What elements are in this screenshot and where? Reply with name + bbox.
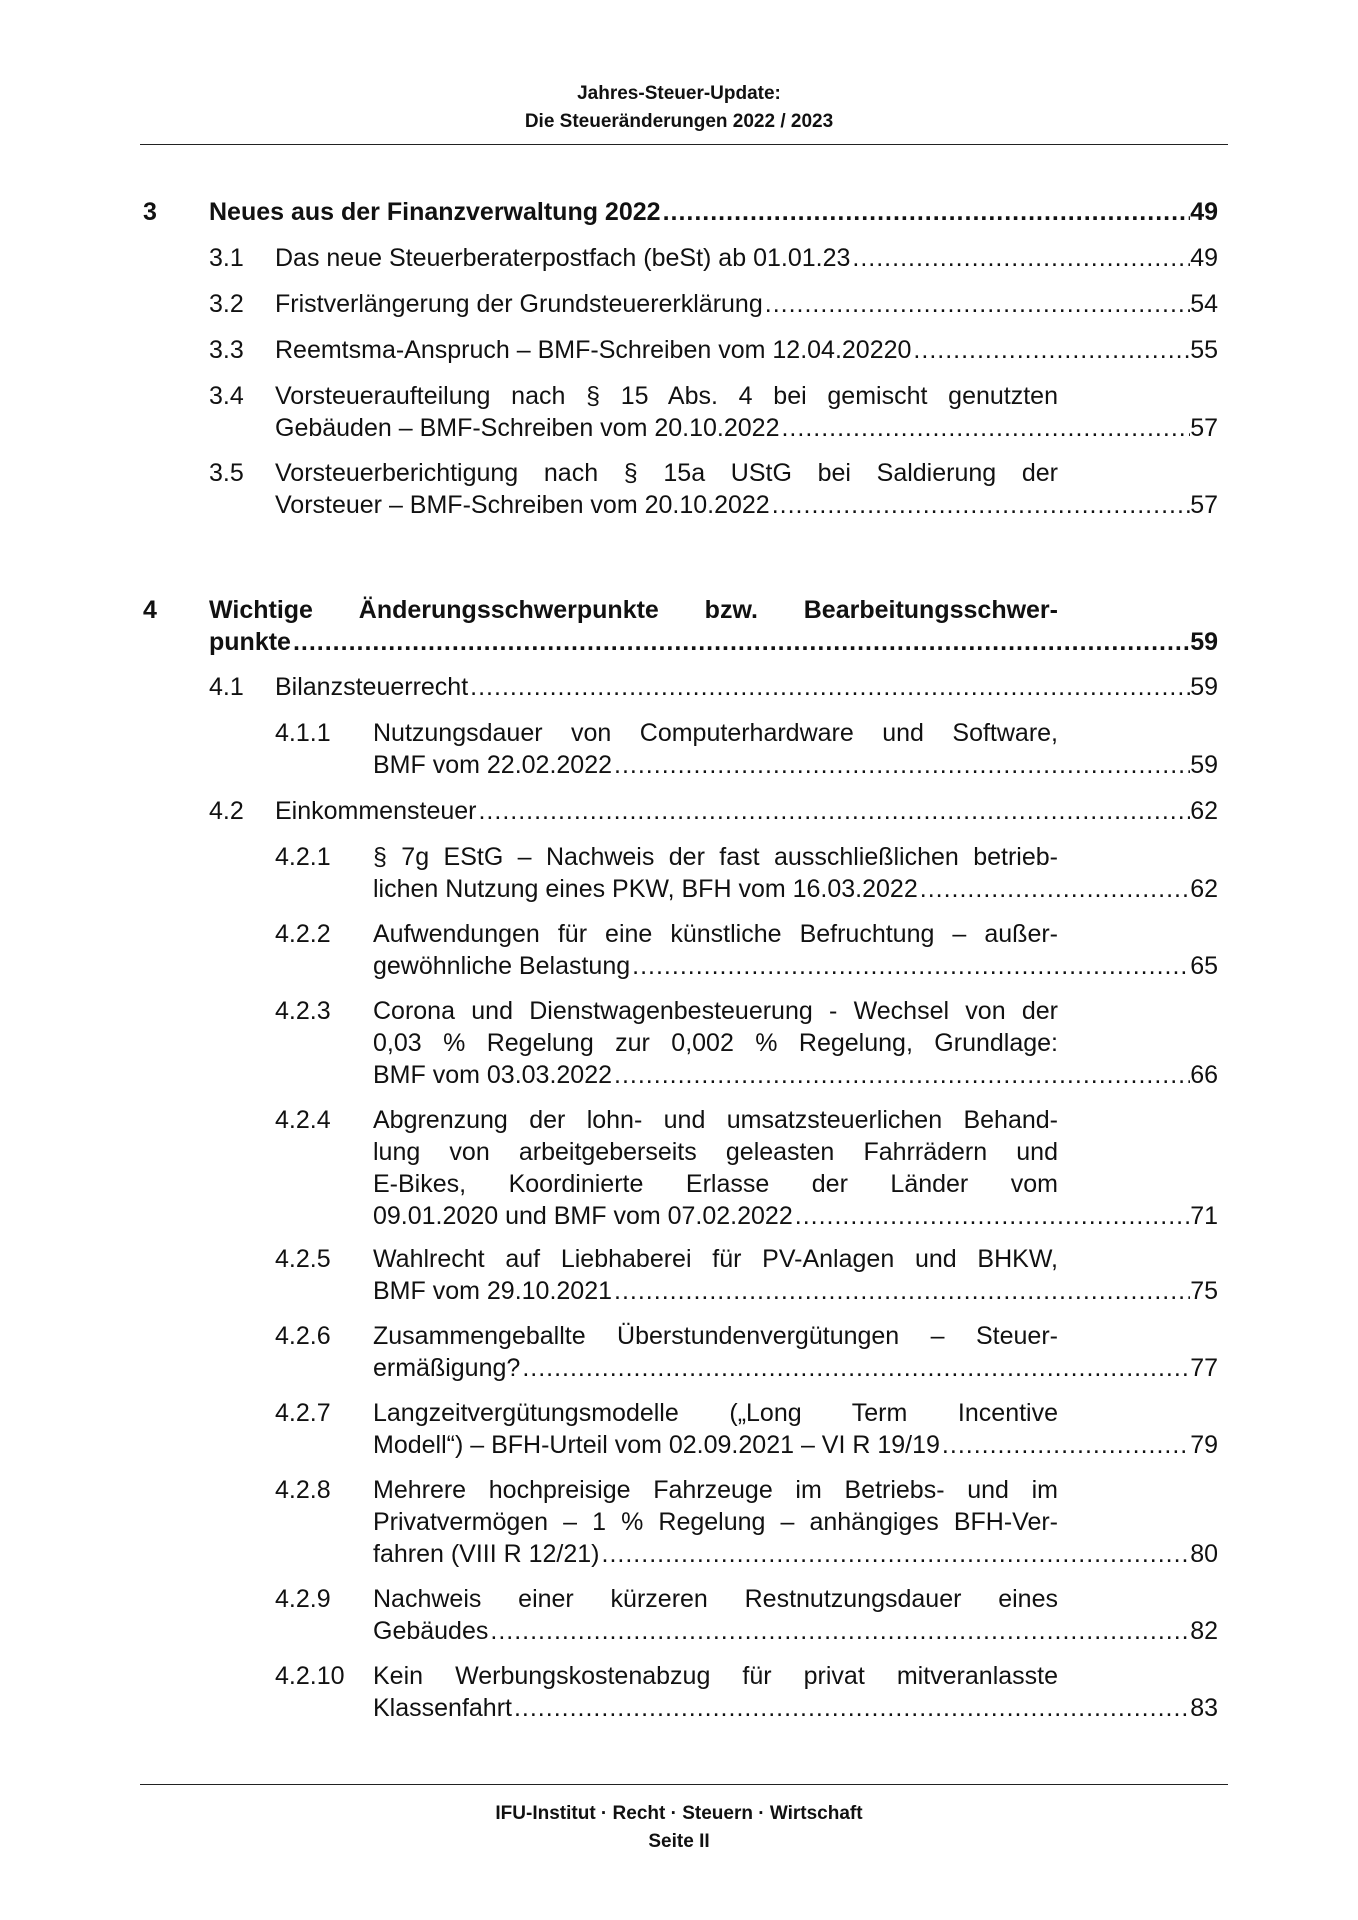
toc-entry-title: 09.01.2020 und BMF vom 07.02.2022 [373,1202,793,1230]
toc-entry-title-line: 0,03 % Regelung zur 0,002 % Regelung, Grundlage: [373,1029,1058,1057]
toc-entry-title-line: Langzeitvergütungsmodelle („Long Term Incentive [373,1399,1058,1427]
header-title: Jahres-Steuer-Update: [577,83,781,104]
toc-entry-title-line: E-Bikes, Koordinierte Erlasse der Länder vom [373,1170,1058,1198]
toc-page-number: 71 [1190,1202,1218,1230]
toc-page-number: 49 [1190,198,1218,226]
toc-entry-number: 4.2.2 [275,920,331,948]
toc-entry-number: 3 [143,198,157,226]
toc-dot-leader [520,1352,1190,1384]
toc-page-number: 59 [1190,673,1218,701]
toc-entry-title: BMF vom 22.02.2022 [373,751,613,779]
toc-dot-leader [612,1059,1190,1091]
footer-institute: IFU-Institut · Recht · Steuern · Wirtschaft [495,1803,863,1824]
toc-page-number: 75 [1190,1277,1218,1305]
footer-page-number: Seite II [648,1831,710,1852]
toc-dot-leader [612,1275,1190,1307]
toc-entry-title-line: § 7g EStG – Nachweis der fast ausschließlichen betrieb- [373,843,1058,871]
toc-dot-leader [793,1200,1190,1232]
toc-entry-number: 4.2.7 [275,1399,331,1427]
toc-entry-title-line: Wahlrecht auf Liebhaberei für PV-Anlagen und BHKW, [373,1245,1058,1273]
toc-dot-leader [291,626,1190,658]
toc-entry-title-line: Corona und Dienstwagenbesteuerung - Wechsel von der [373,997,1058,1025]
toc-dot-leader [911,334,1190,366]
toc-dot-leader [468,671,1190,703]
header-subtitle: Die Steueränderungen 2022 / 2023 [524,111,834,132]
toc-page-number: 54 [1190,290,1218,318]
toc-page-number: 65 [1190,952,1218,980]
toc-entry-title-line: Vorsteueraufteilung nach § 15 Abs. 4 bei gemischt genutzten [275,382,1058,410]
toc-entry-title: Neues aus der Finanzverwaltung 2022 [209,198,661,226]
toc-entry-number: 4 [143,596,157,624]
toc-entry-title: Einkommensteuer [275,797,477,825]
toc-entry-title: Vorsteuer – BMF-Schreiben vom 20.10.2022 [275,491,770,519]
toc-entry-number: 3.4 [209,382,244,410]
toc-entry-number: 4.2.3 [275,997,331,1025]
toc-entry-title-line: Privatvermögen – 1 % Regelung – anhängiges BFH-Ver- [373,1508,1058,1536]
toc-entry-title: ermäßigung? [373,1354,521,1382]
toc-dot-leader [512,1692,1190,1724]
toc-entry-title-line: lung von arbeitgeberseits geleasten Fahrrädern und [373,1138,1058,1166]
toc-entry-title: fahren (VIII R 12/21) [373,1540,600,1568]
toc-entry-title-line: Nutzungsdauer von Computerhardware und Software, [373,719,1058,747]
toc-dot-leader [850,242,1190,274]
toc-entry-number: 4.2.9 [275,1585,331,1613]
toc-entry-title: BMF vom 03.03.2022 [373,1061,613,1089]
toc-entry-number: 4.2 [209,797,244,825]
toc-entry-title: punkte [209,628,291,656]
toc-page-number: 77 [1190,1354,1218,1382]
toc-entry-title: Fristverlängerung der Grundsteuererklärung [275,290,763,318]
toc-entry-title-line: Vorsteuerberichtigung nach § 15a UStG bei Saldierung der [275,459,1058,487]
toc-dot-leader [940,1429,1190,1461]
toc-dot-leader [476,795,1190,827]
toc-entry-title: BMF vom 29.10.2021 [373,1277,613,1305]
toc-entry-title-line: Kein Werbungskostenabzug für privat mitveranlasste [373,1662,1058,1690]
toc-page-number: 57 [1190,414,1218,442]
toc-entry-title-line: Wichtige Änderungsschwerpunkte bzw. Bearbeitungsschwer- [209,596,1058,624]
toc-dot-leader [612,749,1190,781]
toc-dot-leader [661,196,1191,228]
toc-page-number: 66 [1190,1061,1218,1089]
toc-dot-leader [600,1538,1191,1570]
toc-entry-title: Gebäudes [373,1617,489,1645]
toc-dot-leader [630,950,1190,982]
toc-entry-number: 4.2.6 [275,1322,331,1350]
toc-page-number: 57 [1190,491,1218,519]
toc-entry-title-line: Abgrenzung der lohn- und umsatzsteuerlichen Behand- [373,1106,1058,1134]
toc-entry-title-line: Mehrere hochpreisige Fahrzeuge im Betriebs- und im [373,1476,1058,1504]
toc-dot-leader [779,412,1190,444]
toc-entry-title: lichen Nutzung eines PKW, BFH vom 16.03.2022 [373,875,918,903]
toc-entry-number: 4.2.4 [275,1106,331,1134]
toc-page-number: 80 [1190,1540,1218,1568]
toc-page-number: 49 [1190,244,1218,272]
toc-entry-title: Reemtsma-Anspruch – BMF-Schreiben vom 12.04.20220 [275,336,912,364]
toc-dot-leader [763,288,1190,320]
toc-entry-number: 4.1.1 [275,719,331,747]
toc-entry-title: Modell“) – BFH-Urteil vom 02.09.2021 – VI R 19/19 [373,1431,940,1459]
toc-page-number: 59 [1190,628,1218,656]
footer-rule [140,1784,1228,1785]
toc-dot-leader [488,1615,1190,1647]
toc-page-number: 79 [1190,1431,1218,1459]
toc-entry-title: Bilanzsteuerrecht [275,673,469,701]
toc-page-number: 62 [1190,797,1218,825]
toc-entry-number: 4.2.10 [275,1662,345,1690]
toc-dot-leader [770,489,1190,521]
toc-entry-number: 4.2.1 [275,843,331,871]
toc-entry-title-line: Nachweis einer kürzeren Restnutzungsdauer eines [373,1585,1058,1613]
toc-entry-number: 3.3 [209,336,244,364]
page-footer [0,1800,1358,1856]
toc-dot-leader [918,873,1190,905]
toc-entry-number: 4.1 [209,673,244,701]
toc-entry-title: Gebäuden – BMF-Schreiben vom 20.10.2022 [275,414,780,442]
toc-page-number: 55 [1190,336,1218,364]
toc-entry-number: 4.2.5 [275,1245,331,1273]
toc-entry-title-line: Zusammengeballte Überstundenvergütungen – Steuer- [373,1322,1058,1350]
toc-entry-title: Das neue Steuerberaterpostfach (beSt) ab 01.01.23 [275,244,851,272]
toc-page-number: 62 [1190,875,1218,903]
toc-entry-number: 3.5 [209,459,244,487]
toc-page-number: 82 [1190,1617,1218,1645]
toc-entry-title: Klassenfahrt [373,1694,512,1722]
toc-entry-title: gewöhnliche Belastung [373,952,631,980]
toc-entry-number: 3.1 [209,244,244,272]
toc-entry-number: 3.2 [209,290,244,318]
toc-page-number: 59 [1190,751,1218,779]
toc-page-number: 83 [1190,1694,1218,1722]
toc-entry-number: 4.2.8 [275,1476,331,1504]
toc-entry-title-line: Aufwendungen für eine künstliche Befruchtung – außer- [373,920,1058,948]
